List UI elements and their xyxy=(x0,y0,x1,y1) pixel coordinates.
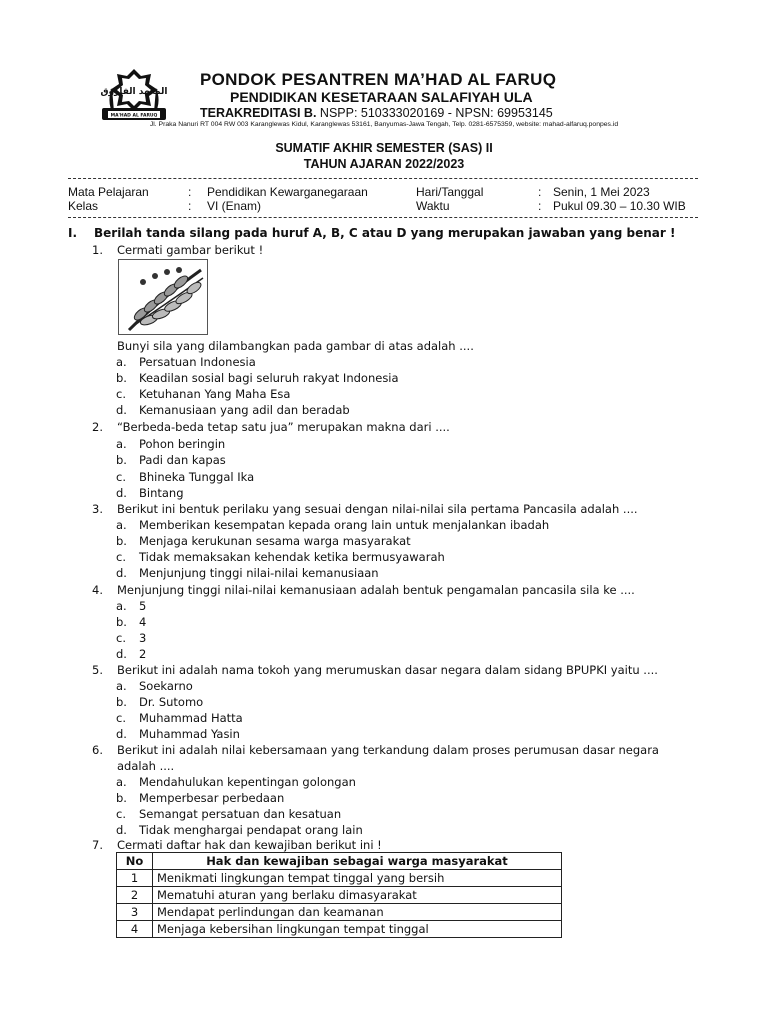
table-cell: 2 xyxy=(117,887,153,904)
section-instruction: I. Berilah tanda silang pada huruf A, B, C atau D yang merupakan jawaban yang benar ! xyxy=(68,226,676,240)
info-sep: : xyxy=(188,199,192,213)
table-row xyxy=(117,887,562,904)
table-row xyxy=(117,904,562,921)
info-label: Hari/Tanggal xyxy=(416,185,484,199)
svg-text:MA'HAD AL FARUQ: MA'HAD AL FARUQ xyxy=(110,113,158,119)
school-address: Jl. Praka Nanuri RT 004 RW 003 Karanglewas Kidul, Karanglewas 53161, Banyumas-Jawa Tengah, Telp. 0281-6575359, website: mahad-alfaruq.ponpes.id xyxy=(149,121,619,128)
accreditation: TERAKREDITASI B. NSPP: 510333020169 - NPSN: 69953145 xyxy=(200,106,553,120)
table-row xyxy=(117,921,562,938)
divider xyxy=(68,217,698,218)
table-cell: 3 xyxy=(117,904,153,921)
info-value: Pukul 09.30 – 10.30 WIB xyxy=(553,199,686,213)
info-sep: : xyxy=(188,185,192,199)
padi-kapas-image xyxy=(118,259,208,335)
program-name: PENDIDIKAN KESETARAAN SALAFIYAH ULA xyxy=(230,89,533,105)
info-sep: : xyxy=(538,199,542,213)
table-cell: 1 xyxy=(117,870,153,887)
exam-year: TAHUN AJARAN 2022/2023 xyxy=(303,157,465,171)
table-header-row xyxy=(117,853,562,870)
table-cell: Mematuhi aturan yang berlaku dimasyarakat xyxy=(153,887,562,904)
rights-duties-table xyxy=(116,852,562,938)
svg-text:المعهد الفاروق: المعهد الفاروق xyxy=(100,87,168,97)
info-value: Pendidikan Kewarganegaraan xyxy=(207,185,368,199)
info-value: VI (Enam) xyxy=(207,199,262,213)
table-cell: Mendapat perlindungan dan keamanan xyxy=(153,904,562,921)
info-value: Senin, 1 Mei 2023 xyxy=(553,185,650,199)
table-cell: Menikmati lingkungan tempat tinggal yang bersih xyxy=(153,870,562,887)
exam-title: SUMATIF AKHIR SEMESTER (SAS) II xyxy=(275,141,493,155)
info-label: Mata Pelajaran xyxy=(68,185,149,199)
info-label: Waktu xyxy=(416,199,450,213)
svg-text:PURWOKERTO: PURWOKERTO xyxy=(121,120,147,125)
divider xyxy=(68,178,698,179)
table-cell: 4 xyxy=(117,921,153,938)
table-row xyxy=(117,870,562,887)
letterhead xyxy=(0,60,768,130)
table-header: Hak dan kewajiban sebagai warga masyarakat xyxy=(153,853,562,870)
table-header: No xyxy=(117,853,153,870)
school-logo-icon xyxy=(96,68,172,126)
info-sep: : xyxy=(538,185,542,199)
padi-kapas-icon xyxy=(119,260,207,334)
school-name: PONDOK PESANTREN MA’HAD AL FARUQ xyxy=(200,70,557,89)
table-cell: Menjaga kebersihan lingkungan tempat tinggal xyxy=(153,921,562,938)
info-label: Kelas xyxy=(68,199,99,213)
